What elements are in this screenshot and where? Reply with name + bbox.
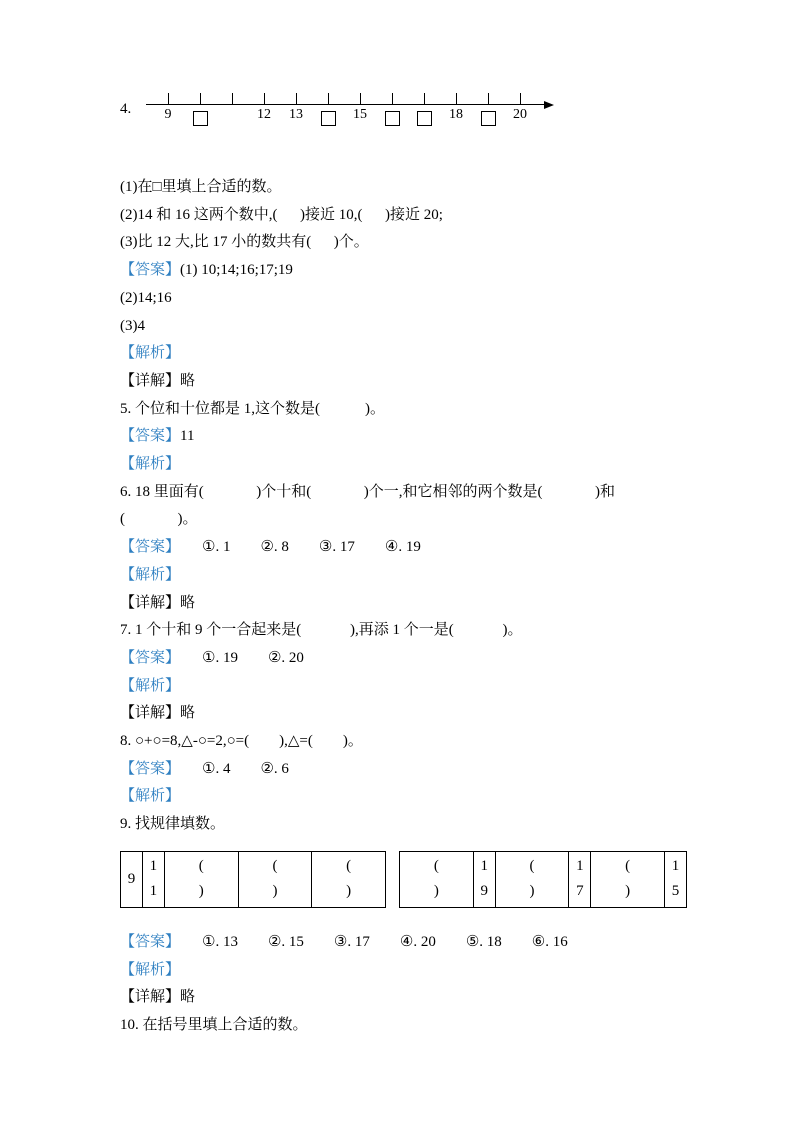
number-line-labels [152,107,536,126]
sequence-cell-blank [400,851,474,907]
analysis-label: 【解析】 [120,677,181,694]
number-label: 20 [513,107,527,122]
cell-value: 1 [149,883,158,900]
analysis-label: 【解析】 [120,456,181,473]
answer-label: 【答案】 [120,539,181,556]
answer-item: ②. 6 [260,760,289,777]
q4-answer-line-2 [120,285,687,313]
q4-answer-line-1 [120,257,687,285]
q6-analysis-label [120,562,687,590]
cell-value: 1 [576,858,584,875]
q4-subquestion-2: (2)14 和 16 这两个数中,( )接近 10,( )接近 20; [120,206,443,223]
q4-answer-2: (2)14;16 [120,289,172,306]
sequence-cell [142,851,164,907]
cell-value: 5 [671,883,680,900]
answer-item: ③. 17 [318,539,355,556]
q9-detail-line: 【详解】略 [120,989,196,1006]
cell-value: 9 [480,883,488,900]
answer-box [481,111,496,126]
q5-analysis-label [120,451,687,479]
q4-detail-line: 【详解】略 [120,372,196,389]
sequence-cell-blank [591,851,665,907]
cell-value: ) [198,883,204,900]
question-8-text: 8. ○+○=8,△-○=2,○=( ),△=( )。 [120,733,363,750]
q4-answer-1: (1) 10;14;16;17;19 [180,262,293,279]
cell-value: ( [198,858,204,875]
tick-mark [456,93,457,105]
question-6-text-1: 6. 18 里面有( )个十和( )个一,和它相邻的两个数是( )和 [120,483,615,500]
answer-item: ②. 15 [267,933,304,950]
q5-answer: 11 [180,428,195,445]
cell-value: ( [272,858,278,875]
q6-answer-line [120,534,687,562]
cell-value: 1 [671,858,680,875]
sequence-cell [121,851,143,907]
q9-table-left [120,851,386,908]
tick-mark [424,93,425,105]
question-4-number: 4. [120,101,132,117]
q9-analysis-label [120,957,687,985]
number-label: 9 [164,107,172,122]
question-7-text: 7. 1 个十和 9 个一合起来是( ),再添 1 个一是( )。 [120,622,523,639]
q8-answer-line [120,756,687,784]
q4-subquestion-1: (1)在□里填上合适的数。 [120,179,282,195]
q6-detail-line: 【详解】略 [120,594,196,611]
tick-mark [296,93,297,105]
question-9-text: 9. 找规律填数。 [120,816,226,833]
q6-answer-items [202,539,451,555]
analysis-label: 【解析】 [120,345,181,362]
q9-answer-items [202,934,598,950]
cell-value: ) [625,883,631,900]
cell-value: ( [529,858,535,875]
answer-item: ①. 19 [202,649,238,666]
question-5-text: 5. 个位和十位都是 1,这个数是( )。 [120,400,385,417]
number-label: 18 [449,107,463,122]
tick-mark [392,93,393,105]
answer-box [321,111,336,126]
answer-item: ⑤. 18 [465,933,502,950]
q9-table-right [399,851,687,908]
cell-value: 9 [127,870,136,887]
tick-mark [328,93,329,105]
analysis-label: 【解析】 [120,788,181,805]
tick-mark [488,93,489,105]
q7-analysis-label [120,673,687,701]
question-4 [120,88,687,138]
answer-box [193,111,208,126]
answer-label: 【答案】 [120,428,181,445]
sequence-cell-blank [312,851,386,907]
question-10-text: 10. 在括号里填上合适的数。 [120,1016,308,1033]
answer-item: ①. 4 [202,760,231,777]
number-line-ticks [152,93,536,105]
q7-answer-items [202,650,334,666]
answer-item: ①. 1 [202,539,231,556]
answer-label: 【答案】 [120,262,181,279]
empty-slot [216,107,248,126]
answer-item: ①. 13 [202,933,238,950]
tick-mark [168,93,169,105]
answer-item: ④. 19 [384,539,421,556]
cell-value: 7 [576,883,584,900]
number-label: 12 [257,107,271,122]
cell-value: ( [433,858,439,875]
answer-item: ②. 20 [267,649,304,666]
cell-value: ( [346,858,352,875]
q9-sequence-tables [120,851,687,908]
cell-value: 1 [480,858,488,875]
q8-answer-items [202,761,319,777]
number-line [146,88,586,138]
q7-detail-line: 【详解】略 [120,705,196,722]
number-line-arrowhead-icon [544,101,554,109]
q9-answer-line [120,929,687,957]
answer-box [385,111,400,126]
sequence-cell [569,851,591,907]
answer-item: ④. 20 [399,933,436,950]
question-6-text-2: ( )。 [120,511,198,528]
sequence-cell [665,851,687,907]
q5-answer-line [120,423,687,451]
tick-mark [520,93,521,105]
cell-value: ( [625,858,631,875]
tick-mark [264,93,265,105]
cell-value: ) [433,883,439,900]
answer-item: ②. 8 [260,539,289,556]
number-label: 15 [353,107,367,122]
tick-mark [232,93,233,105]
cell-value: ) [272,883,278,900]
answer-item: ③. 17 [333,933,370,950]
q4-subquestion-3: (3)比 12 大,比 17 小的数共有( )个。 [120,234,369,251]
q8-analysis-label [120,783,687,811]
sequence-cell-blank [495,851,569,907]
tick-mark [200,93,201,105]
analysis-label: 【解析】 [120,961,181,978]
answer-label: 【答案】 [120,933,181,950]
cell-value: 1 [149,858,158,875]
q4-analysis-label [120,340,687,368]
answer-item: ⑥. 16 [531,933,568,950]
answer-label: 【答案】 [120,760,181,777]
q7-answer-line [120,645,687,673]
sequence-cell-blank [164,851,238,907]
cell-value: ) [346,883,352,900]
q4-answer-line-3 [120,313,687,341]
analysis-label: 【解析】 [120,566,181,583]
sequence-cell [473,851,495,907]
cell-value: ) [529,883,535,900]
tick-mark [360,93,361,105]
q4-answer-3: (3)4 [120,317,145,334]
sequence-cell-blank [238,851,312,907]
answer-label: 【答案】 [120,649,181,666]
answer-box [417,111,432,126]
number-label: 13 [289,107,303,122]
